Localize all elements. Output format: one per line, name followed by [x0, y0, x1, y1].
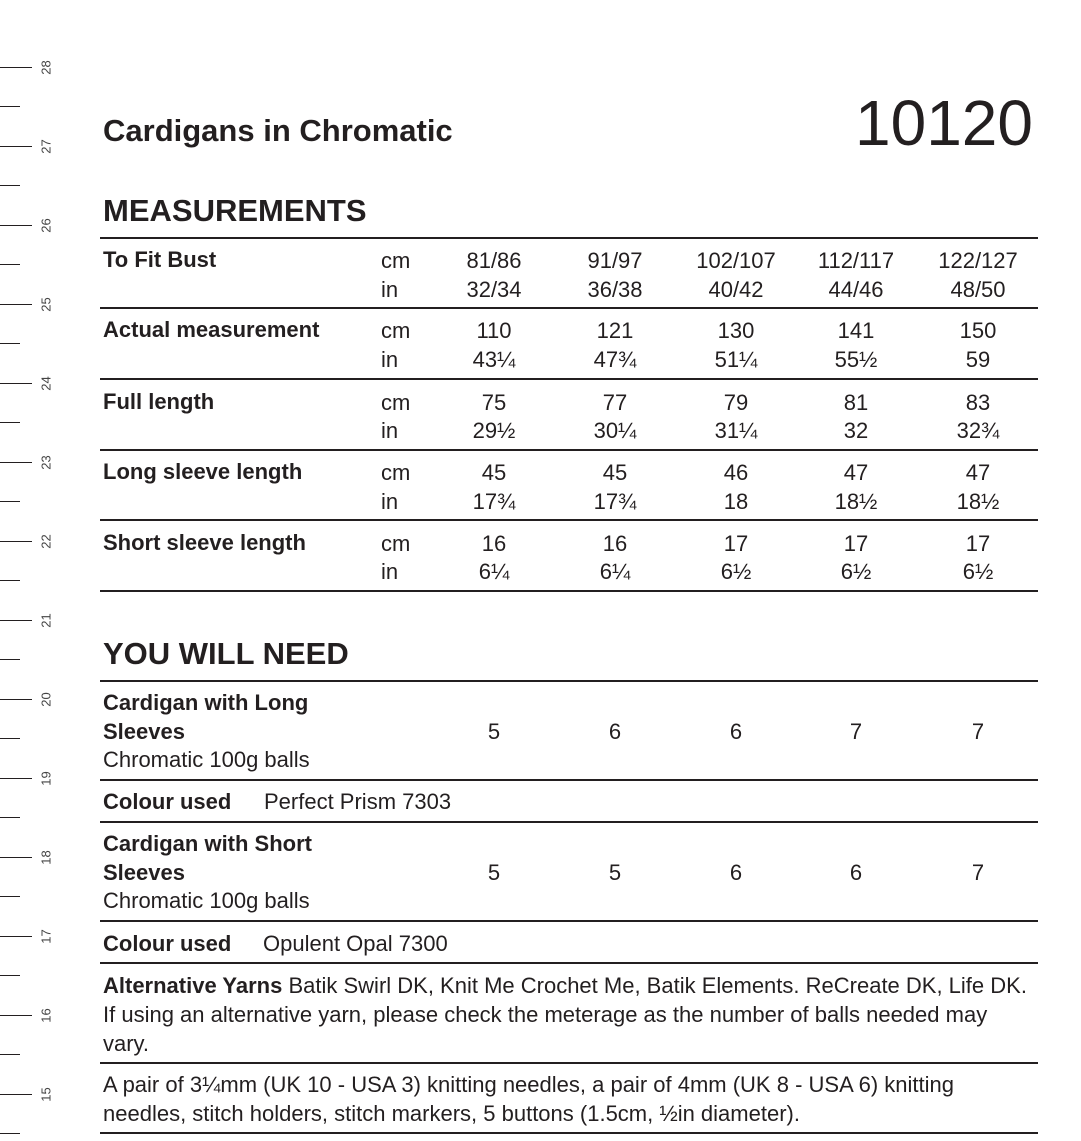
ball-count: 7 [971, 719, 985, 744]
value-cell: 36/38 [587, 277, 643, 302]
ruler-number: 16 [38, 1008, 54, 1023]
value-cell: 55½ [834, 347, 878, 372]
value-cell: 32¾ [956, 418, 1000, 443]
ruler-number: 28 [38, 60, 54, 75]
alternative-yarns-label: Alternative Yarns [103, 973, 283, 998]
value-cell: 47¾ [593, 347, 637, 372]
ruler-number: 15 [38, 1087, 54, 1102]
alternative-yarns-text: Batik Swirl DK, Knit Me Crochet Me, Batik Elements. ReCreate DK, Life DK. If using an alternative yarn, please check the meterage as the number of balls needed may vary. [103, 973, 1027, 1056]
ruler-tick [0, 817, 20, 818]
ruler-tick [0, 541, 32, 542]
value-cell: 16 [602, 531, 628, 556]
ruler-tick [0, 778, 32, 779]
ruler-tick [0, 185, 20, 186]
long-sleeve-label-line2: Sleeves [103, 719, 185, 744]
value-cell: 121 [596, 318, 634, 343]
long-sleeve-yarn-desc: Chromatic 100g balls [103, 747, 310, 772]
value-cell: 47 [965, 460, 991, 485]
value-cell: 79 [723, 390, 749, 415]
value-cell: 91/97 [587, 248, 643, 273]
unit-in: in [381, 559, 399, 584]
row-label-full-length: Full length [103, 389, 215, 414]
ball-count: 5 [608, 860, 622, 885]
alternative-yarns-paragraph [103, 971, 1038, 1058]
ruler-tick [0, 1015, 32, 1016]
divider [100, 1132, 1038, 1134]
ruler-tick [0, 501, 20, 502]
unit-cm: cm [381, 248, 411, 273]
ruler-tick [0, 975, 20, 976]
colour-used-value: Opulent Opal 7300 [263, 931, 448, 956]
unit-cm: cm [381, 390, 411, 415]
value-cell: 6½ [840, 559, 872, 584]
value-cell: 45 [602, 460, 628, 485]
value-cell: 77 [602, 390, 628, 415]
value-cell: 51¼ [714, 347, 758, 372]
ruler-number: 24 [38, 376, 54, 391]
value-cell: 17 [723, 531, 749, 556]
ruler-tick [0, 896, 20, 897]
ruler-tick [0, 699, 32, 700]
value-cell: 6¼ [478, 559, 510, 584]
value-cell: 18½ [956, 489, 1000, 514]
ball-count: 6 [729, 860, 743, 885]
ball-count: 7 [971, 860, 985, 885]
value-cell: 110 [476, 318, 512, 343]
short-sleeve-yarn-desc: Chromatic 100g balls [103, 888, 310, 913]
value-cell: 43¼ [472, 347, 516, 372]
value-cell: 32/34 [466, 277, 522, 302]
value-cell: 17 [843, 531, 869, 556]
value-cell: 6¼ [599, 559, 631, 584]
divider [100, 821, 1038, 823]
unit-in: in [381, 489, 399, 514]
ruler-number: 21 [38, 613, 54, 628]
colour-used-label: Colour used [103, 789, 232, 814]
page-ruler [0, 0, 70, 1141]
value-cell: 46 [723, 460, 749, 485]
ruler-tick [0, 225, 32, 226]
value-cell: 45 [481, 460, 507, 485]
value-cell: 141 [837, 318, 875, 343]
value-cell: 6½ [962, 559, 994, 584]
measurements-heading: MEASUREMENTS [103, 193, 367, 228]
value-cell: 83 [965, 390, 991, 415]
row-label-long-sleeve: Long sleeve length [103, 459, 303, 484]
ruler-number: 18 [38, 850, 54, 865]
ruler-tick [0, 146, 32, 147]
value-cell: 18½ [834, 489, 878, 514]
ruler-tick [0, 1133, 20, 1134]
row-label-bust: To Fit Bust [103, 247, 217, 272]
value-cell: 29½ [472, 418, 516, 443]
ruler-number: 22 [38, 534, 54, 549]
ruler-number: 19 [38, 771, 54, 786]
ruler-tick [0, 1054, 20, 1055]
value-cell: 81/86 [466, 248, 522, 273]
ball-count: 5 [487, 860, 501, 885]
ruler-number: 17 [38, 929, 54, 944]
ruler-tick [0, 304, 32, 305]
value-cell: 112/117 [817, 248, 895, 273]
pattern-number: 10120 [855, 87, 1033, 159]
long-sleeve-label-line1: Cardigan with Long [103, 690, 309, 715]
divider [100, 519, 1038, 521]
ball-count: 6 [729, 719, 743, 744]
unit-cm: cm [381, 531, 411, 556]
value-cell: 17 [965, 531, 991, 556]
colour-used-label: Colour used [103, 931, 232, 956]
value-cell: 59 [965, 347, 991, 372]
row-label-short-sleeve: Short sleeve length [103, 530, 306, 555]
needles-notions-text: A pair of 3¼mm (UK 10 - USA 3) knitting needles, a pair of 4mm (UK 8 - USA 6) knitting needles, stitch holders, stitch markers, 5 buttons (1.5cm, ½in diameter). [103, 1072, 955, 1126]
ball-count: 5 [487, 719, 501, 744]
ball-count: 6 [849, 860, 863, 885]
pattern-title: Cardigans in Chromatic [103, 113, 453, 148]
value-cell: 30¼ [593, 418, 637, 443]
value-cell: 17¾ [472, 489, 516, 514]
divider [100, 962, 1038, 964]
ruler-tick [0, 106, 20, 107]
unit-in: in [381, 347, 399, 372]
divider [100, 920, 1038, 922]
value-cell: 102/107 [696, 248, 776, 273]
value-cell: 44/46 [828, 277, 884, 302]
divider [100, 378, 1038, 380]
ruler-number: 26 [38, 218, 54, 233]
ruler-tick [0, 383, 32, 384]
value-cell: 150 [959, 318, 997, 343]
ball-count: 6 [608, 719, 622, 744]
short-sleeve-label-line1: Cardigan with Short [103, 831, 312, 856]
ruler-number: 27 [38, 139, 54, 154]
row-label-actual: Actual measurement [103, 317, 320, 342]
value-cell: 16 [481, 531, 507, 556]
unit-in: in [381, 277, 399, 302]
value-cell: 122/127 [938, 248, 1018, 273]
ruler-tick [0, 620, 32, 621]
divider [100, 1062, 1038, 1064]
ruler-tick [0, 936, 32, 937]
ruler-tick [0, 1094, 32, 1095]
value-cell: 40/42 [708, 277, 764, 302]
value-cell: 48/50 [950, 277, 1006, 302]
ruler-tick [0, 264, 20, 265]
value-cell: 18 [723, 489, 749, 514]
value-cell: 81 [843, 390, 869, 415]
ruler-number: 25 [38, 297, 54, 312]
unit-in: in [381, 418, 399, 443]
value-cell: 32 [843, 418, 869, 443]
colour-used-value: Perfect Prism 7303 [264, 789, 452, 814]
unit-cm: cm [381, 460, 411, 485]
divider [100, 590, 1038, 592]
value-cell: 130 [717, 318, 755, 343]
divider [100, 307, 1038, 309]
value-cell: 47 [843, 460, 869, 485]
ruler-tick [0, 738, 20, 739]
ball-count: 7 [849, 719, 863, 744]
divider [100, 680, 1038, 682]
value-cell: 17¾ [593, 489, 637, 514]
divider [100, 449, 1038, 451]
value-cell: 6½ [720, 559, 752, 584]
ruler-tick [0, 343, 20, 344]
ruler-number: 23 [38, 455, 54, 470]
short-sleeve-label-line2: Sleeves [103, 860, 185, 885]
ruler-tick [0, 580, 20, 581]
ruler-tick [0, 422, 20, 423]
divider [100, 779, 1038, 781]
ruler-tick [0, 659, 20, 660]
ruler-tick [0, 67, 32, 68]
divider [100, 237, 1038, 239]
value-cell: 31¼ [714, 418, 758, 443]
value-cell: 75 [481, 390, 507, 415]
you-will-need-heading: YOU WILL NEED [103, 636, 349, 671]
ruler-number: 20 [38, 692, 54, 707]
ruler-tick [0, 857, 32, 858]
ruler-tick [0, 462, 32, 463]
unit-cm: cm [381, 318, 411, 343]
